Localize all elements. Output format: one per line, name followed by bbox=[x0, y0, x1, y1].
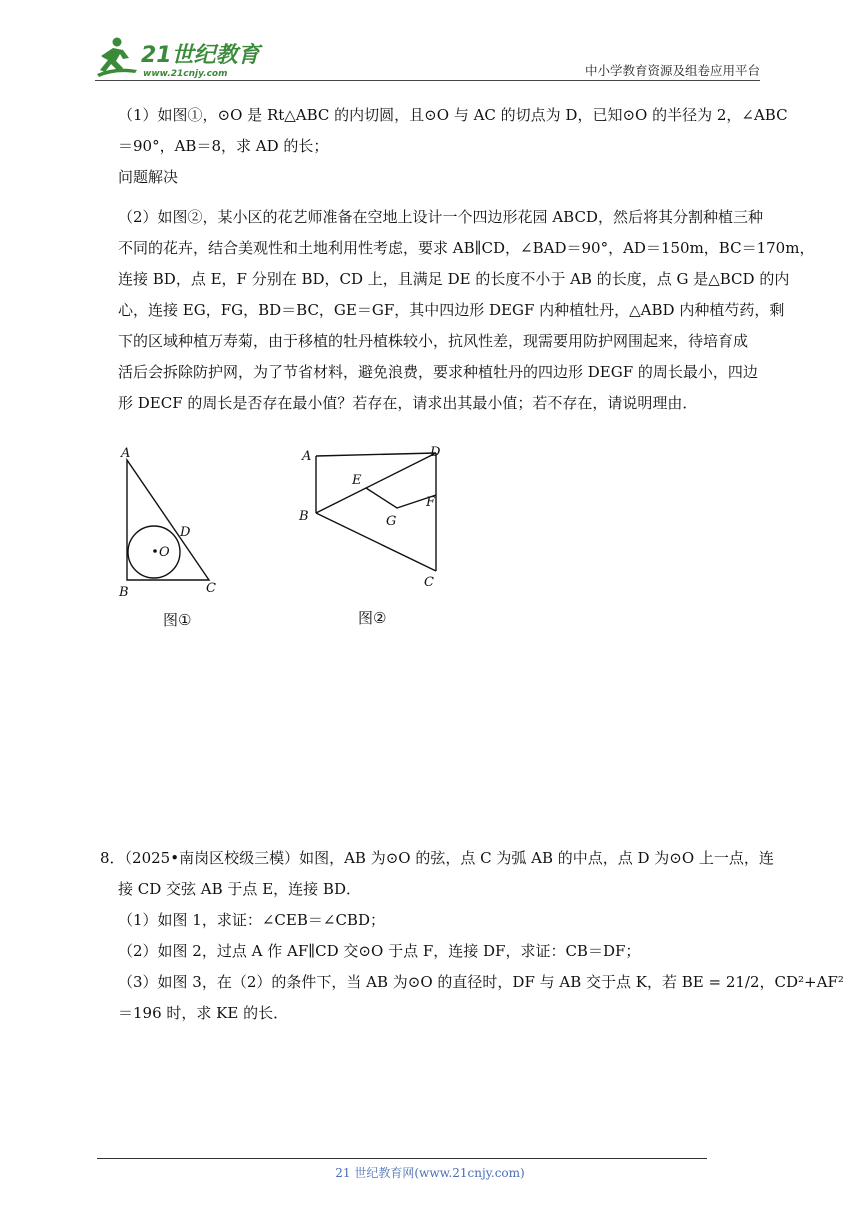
q8-line1: 8．（2025•南岗区校级三模）如图，AB 为⊙O 的弦，点 C 为弧 AB 的中点，点 D 为⊙O 上一点，连 bbox=[100, 849, 774, 867]
page-header bbox=[95, 28, 760, 80]
label-a: A bbox=[302, 449, 312, 464]
label-d: D bbox=[430, 445, 441, 460]
q7-part2-line: 形 DECF 的周长是否存在最小值？若存在，请求出其最小值；若不存在，请说明理由． bbox=[118, 394, 698, 412]
q7-part2-line: 下的区域种植万寿菊，由于移植的牡丹植株较小，抗风性差，现需要用防护网围起来，待培育成 bbox=[118, 332, 749, 350]
side-ad bbox=[316, 453, 436, 456]
label-e: E bbox=[352, 473, 362, 488]
q7-part1-line1: （1）如图①，⊙O 是 Rt△ABC 的内切圆，且⊙O 与 AC 的切点为 D，已知⊙O 的半径为 2，∠ABC bbox=[118, 106, 788, 124]
q7-part1-line2: ＝90°，AB＝8，求 AD 的长； bbox=[118, 137, 329, 155]
q7-part2-line: 连接 BD，点 E，F 分别在 BD，CD 上，且满足 DE 的长度不小于 AB 的长度，点 G 是△BCD 的内 bbox=[118, 270, 790, 288]
label-o: O bbox=[159, 545, 170, 560]
q7-part2-line: 活后会拆除防护网，为了节省材料，避免浪费，要求种植牡丹的四边形 DEGF 的周长最小，四边 bbox=[118, 363, 758, 381]
triangle-abc bbox=[127, 460, 209, 580]
footer-text: 21 世纪教育网(www.21cnjy.com) bbox=[335, 1166, 525, 1180]
label-a: A bbox=[121, 446, 131, 461]
q8-part3-line1: （3）如图 3，在（2）的条件下，当 AB 为⊙O 的直径时，DF 与 AB 交于点 K，若 BE = 21/2，CD²+AF² bbox=[118, 973, 844, 991]
q7-part1 bbox=[118, 100, 788, 193]
q8-part3-line2: ＝196 时，求 KE 的长． bbox=[118, 1004, 289, 1022]
logo-text: 21世纪教育 bbox=[141, 43, 260, 68]
center-point-o bbox=[153, 549, 157, 553]
diagonal-bd bbox=[316, 453, 436, 513]
label-b: B bbox=[299, 509, 309, 524]
q7-part2 bbox=[118, 202, 815, 419]
site-logo bbox=[95, 36, 265, 80]
label-c: C bbox=[206, 581, 216, 596]
figure-2-caption: 图② bbox=[358, 609, 387, 627]
q7-part2-line: （2）如图②，某小区的花艺师准备在空地上设计一个四边形花园 ABCD，然后将其分割种植三种 bbox=[118, 208, 763, 226]
figure-2 bbox=[290, 440, 460, 595]
label-f: F bbox=[426, 495, 436, 510]
q8-stem bbox=[100, 843, 780, 905]
label-d: D bbox=[180, 525, 191, 540]
platform-name: 中小学教育资源及组卷应用平台 bbox=[584, 63, 760, 78]
header-divider bbox=[95, 80, 760, 81]
q8-parts bbox=[118, 905, 844, 1029]
figure-1-caption: 图① bbox=[163, 611, 192, 629]
label-c: C bbox=[424, 575, 434, 590]
q7-part2-line: 心，连接 EG，FG，BD＝BC，GE＝GF，其中四边形 DEGF 内种植牡丹，△ABD 内种植芍药，剩 bbox=[118, 301, 785, 319]
q8-part1: （1）如图 1，求证：∠CEB＝∠CBD； bbox=[118, 911, 385, 929]
q8-part2: （2）如图 2，过点 A 作 AF∥CD 交⊙O 于点 F，连接 DF，求证：CB＝DF； bbox=[118, 942, 641, 960]
section-title: 问题解决 bbox=[118, 168, 179, 186]
label-b: B bbox=[119, 585, 129, 600]
side-bc bbox=[316, 513, 436, 571]
q7-part2-line: 不同的花卉，结合美观性和土地利用性考虑，要求 AB∥CD，∠BAD＝90°，AD＝150m，BC＝170m， bbox=[118, 239, 815, 257]
footer-divider bbox=[97, 1158, 707, 1159]
logo-url: www.21cnjy.com bbox=[143, 69, 228, 79]
q8-line2: 接 CD 交弦 AB 于点 E，连接 BD． bbox=[118, 880, 361, 898]
label-g: G bbox=[386, 514, 397, 529]
figure-1 bbox=[110, 440, 230, 605]
